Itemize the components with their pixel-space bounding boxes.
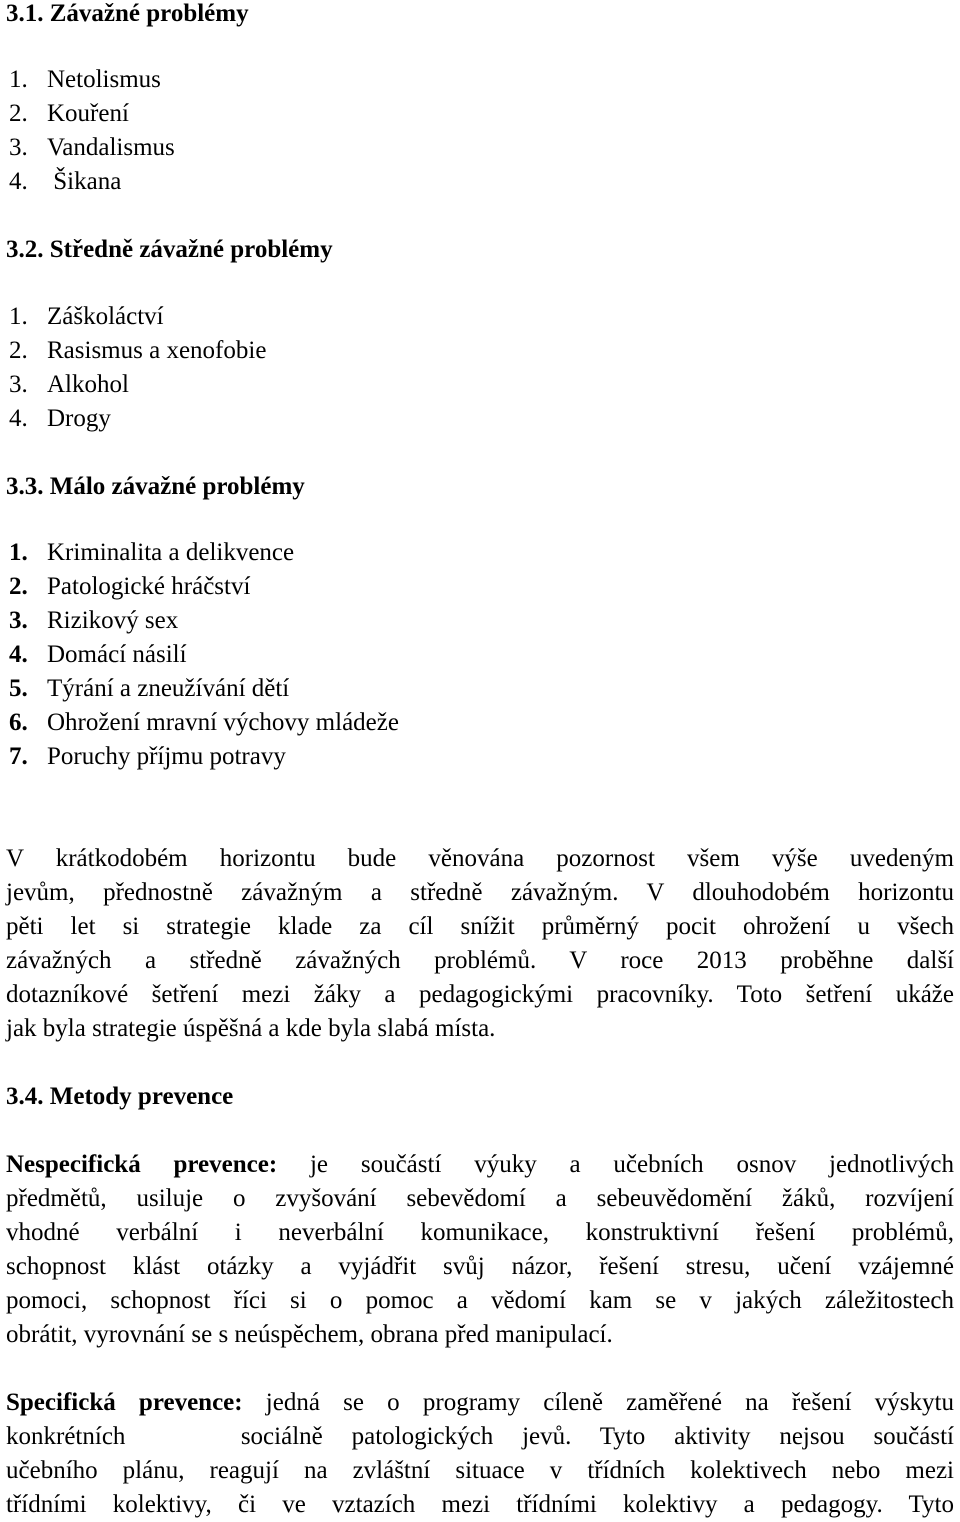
- list-item: [9, 641, 187, 669]
- text-line: pěti let si strategie klade za cíl snížit průměrný pocit ohrožení u všech: [6, 913, 954, 940]
- item-number: 4.: [9, 405, 28, 432]
- item-text: Vandalismus: [47, 134, 175, 161]
- item-text: Kriminalita a delikvence: [47, 539, 295, 566]
- item-number: 4.: [9, 168, 28, 195]
- text-line: V krátkodobém horizontu bude věnována pozornost všem výše uvedeným: [6, 845, 954, 872]
- item-number: 5.: [9, 675, 28, 702]
- text-line: učebního plánu, reagují na zvláštní situace v třídních kolektivech nebo mezi: [6, 1457, 954, 1484]
- item-text: Záškoláctví: [47, 303, 164, 330]
- list-item: [9, 134, 175, 162]
- list-item: [9, 100, 129, 128]
- list-item: [9, 709, 399, 737]
- list-item: [9, 66, 161, 94]
- item-number: 1.: [9, 303, 28, 330]
- item-number: 3.: [9, 371, 28, 398]
- item-text: Drogy: [47, 405, 111, 432]
- item-text: Šikana: [47, 168, 122, 195]
- text-line: pomoci, schopnost říci si o pomoc a vědomí kam se v jakých záležitostech: [6, 1287, 954, 1314]
- item-number: 7.: [9, 743, 28, 770]
- item-text: Netolismus: [47, 66, 161, 93]
- list-item: [9, 405, 111, 433]
- list-item: [9, 607, 178, 635]
- list-item: [9, 675, 289, 703]
- item-number: 2.: [9, 100, 28, 127]
- item-text: Patologické hráčství: [47, 573, 251, 600]
- text-line: vhodné verbální i neverbální komunikace, konstruktivní řešení problémů,: [6, 1219, 954, 1246]
- list-item: [9, 573, 250, 601]
- text-line: předmětů, usiluje o zvyšování sebevědomí a sebeuvědomění žáků, rozvíjení: [6, 1185, 954, 1212]
- item-text: Ohrožení mravní výchovy mládeže: [47, 709, 399, 736]
- text-line: obrátit, vyrovnání se s neúspěchem, obrana před manipulací.: [6, 1321, 613, 1348]
- heading-minor-problems: 3.3. Málo závažné problémy: [6, 473, 305, 500]
- item-text: Domácí násilí: [47, 641, 187, 668]
- item-number: 3.: [9, 607, 28, 634]
- text-line: [6, 1151, 954, 1179]
- list-item: [9, 371, 129, 399]
- text-line: [6, 1389, 954, 1417]
- item-number: 1.: [9, 539, 28, 566]
- item-number: 2.: [9, 573, 28, 600]
- item-number: 1.: [9, 66, 28, 93]
- heading-moderate-problems: 3.2. Středně závažné problémy: [6, 236, 333, 263]
- item-text: Rizikový sex: [47, 607, 179, 634]
- nonspecific-prevention-label: Nespecifická prevence:: [6, 1151, 278, 1178]
- line-text: je součástí výuky a učebních osnov jednotlivých: [277, 1151, 954, 1178]
- list-item: [9, 303, 164, 331]
- list-item: [9, 337, 266, 365]
- text-line: závažných a středně závažných problémů. V roce 2013 proběhne další: [6, 947, 954, 974]
- list-item: [9, 743, 286, 771]
- item-number: 2.: [9, 337, 28, 364]
- item-text: Kouření: [47, 100, 129, 127]
- item-text: Rasismus a xenofobie: [47, 337, 267, 364]
- item-text: Týrání a zneužívání dětí: [47, 675, 290, 702]
- list-item: [9, 539, 294, 567]
- text-line: dotazníkové šetření mezi žáky a pedagogickými pracovníky. Toto šetření ukáže: [6, 981, 954, 1008]
- line-text: jedná se o programy cíleně zaměřené na řešení výskytu: [242, 1389, 954, 1416]
- text-line: jevům, přednostně závažným a středně závažným. V dlouhodobém horizontu: [6, 879, 954, 906]
- item-number: 6.: [9, 709, 28, 736]
- item-text: Alkohol: [47, 371, 129, 398]
- specific-prevention-label: Specifická prevence:: [6, 1389, 243, 1416]
- item-number: 4.: [9, 641, 28, 668]
- text-line: konkrétních sociálně patologických jevů. Tyto aktivity nejsou součástí: [6, 1423, 954, 1450]
- heading-prevention-methods: 3.4. Metody prevence: [6, 1083, 234, 1110]
- list-item: [9, 168, 121, 196]
- text-line: jak byla strategie úspěšná a kde byla slabá místa.: [6, 1015, 496, 1042]
- item-number: 3.: [9, 134, 28, 161]
- text-line: schopnost klást otázky a vyjádřit svůj názor, řešení stresu, učení vzájemné: [6, 1253, 954, 1280]
- text-line: třídními kolektivy, či ve vztazích mezi třídními kolektivy a pedagogy. Tyto: [6, 1491, 954, 1518]
- item-text: Poruchy příjmu potravy: [47, 743, 286, 770]
- heading-serious-problems: 3.1. Závažné problémy: [6, 0, 249, 27]
